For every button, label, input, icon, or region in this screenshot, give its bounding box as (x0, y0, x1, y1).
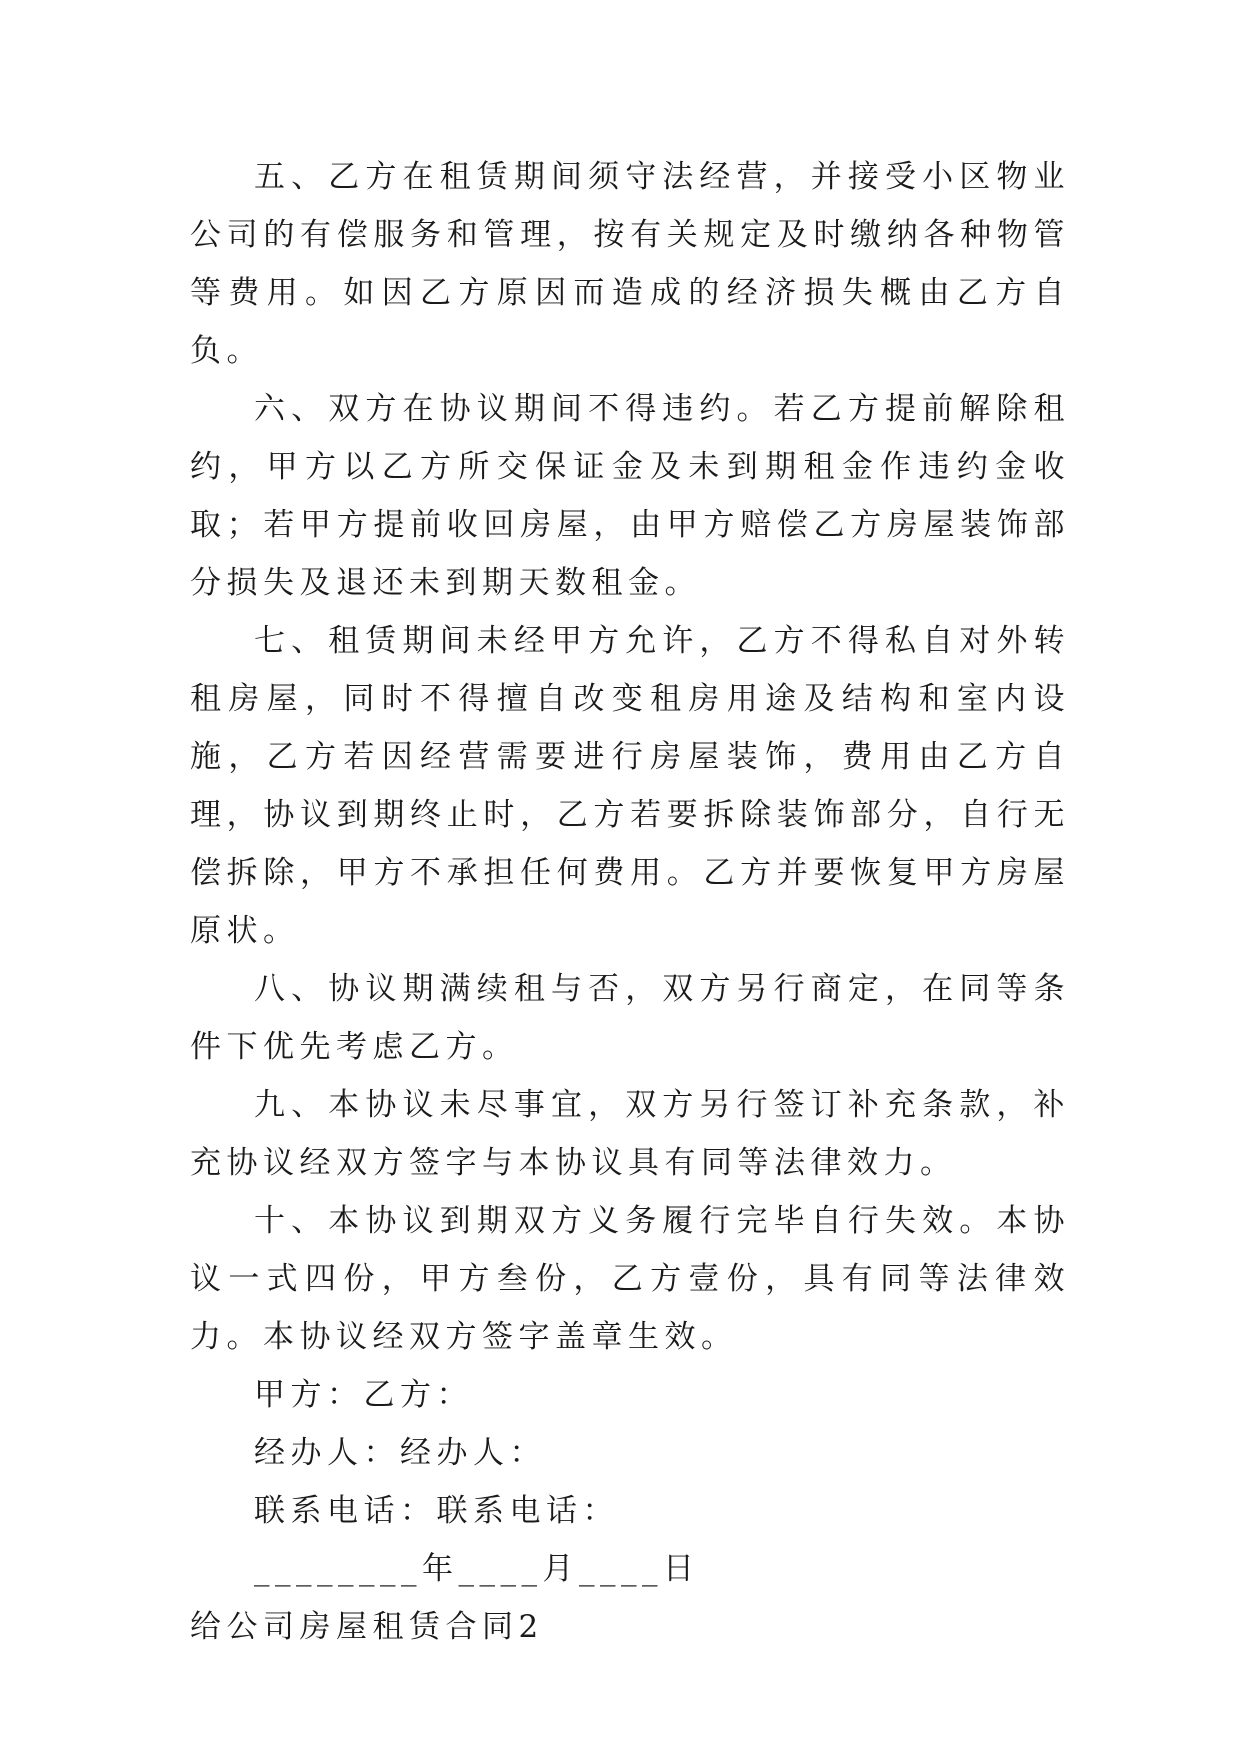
signature-parties: 甲方：乙方： (254, 1377, 473, 1413)
signature-date: ________年____月____日 (254, 1551, 700, 1587)
clause-6: 六、双方在协议期间不得违约。若乙方提前解除租约，甲方以乙方所交保证金及未到期租金作违约金收取；若甲方提前收回房屋，由甲方赔偿乙方房屋装饰部分损失及退还未到期天数租金。 (190, 391, 1070, 601)
next-contract-heading: 给公司房屋租赁合同2 (190, 1609, 544, 1645)
clause-8: 八、协议期满续租与否，双方另行商定，在同等条件下优先考虑乙方。 (190, 971, 1070, 1065)
clause-7: 七、租赁期间未经甲方允许，乙方不得私自对外转租房屋，同时不得擅自改变租房用途及结构和室内设施，乙方若因经营需要进行房屋装饰，费用由乙方自理，协议到期终止时，乙方若要拆除装饰部分，自行无偿拆除，甲方不承担任何费用。乙方并要恢复甲方房屋原状。 (190, 623, 1070, 949)
signature-phones: 联系电话：联系电话： (254, 1493, 619, 1529)
clause-10: 十、本协议到期双方义务履行完毕自行失效。本协议一式四份，甲方叁份，乙方壹份，具有同等法律效力。本协议经双方签字盖章生效。 (190, 1203, 1070, 1355)
clause-9: 九、本协议未尽事宜，双方另行签订补充条款，补充协议经双方签字与本协议具有同等法律效力。 (190, 1087, 1070, 1181)
clause-5: 五、乙方在租赁期间须守法经营，并接受小区物业公司的有偿服务和管理，按有关规定及时缴纳各种物管等费用。如因乙方原因而造成的经济损失概由乙方自负。 (190, 159, 1070, 369)
document-body (190, 148, 1070, 1656)
signature-handlers: 经办人：经办人： (254, 1435, 546, 1471)
